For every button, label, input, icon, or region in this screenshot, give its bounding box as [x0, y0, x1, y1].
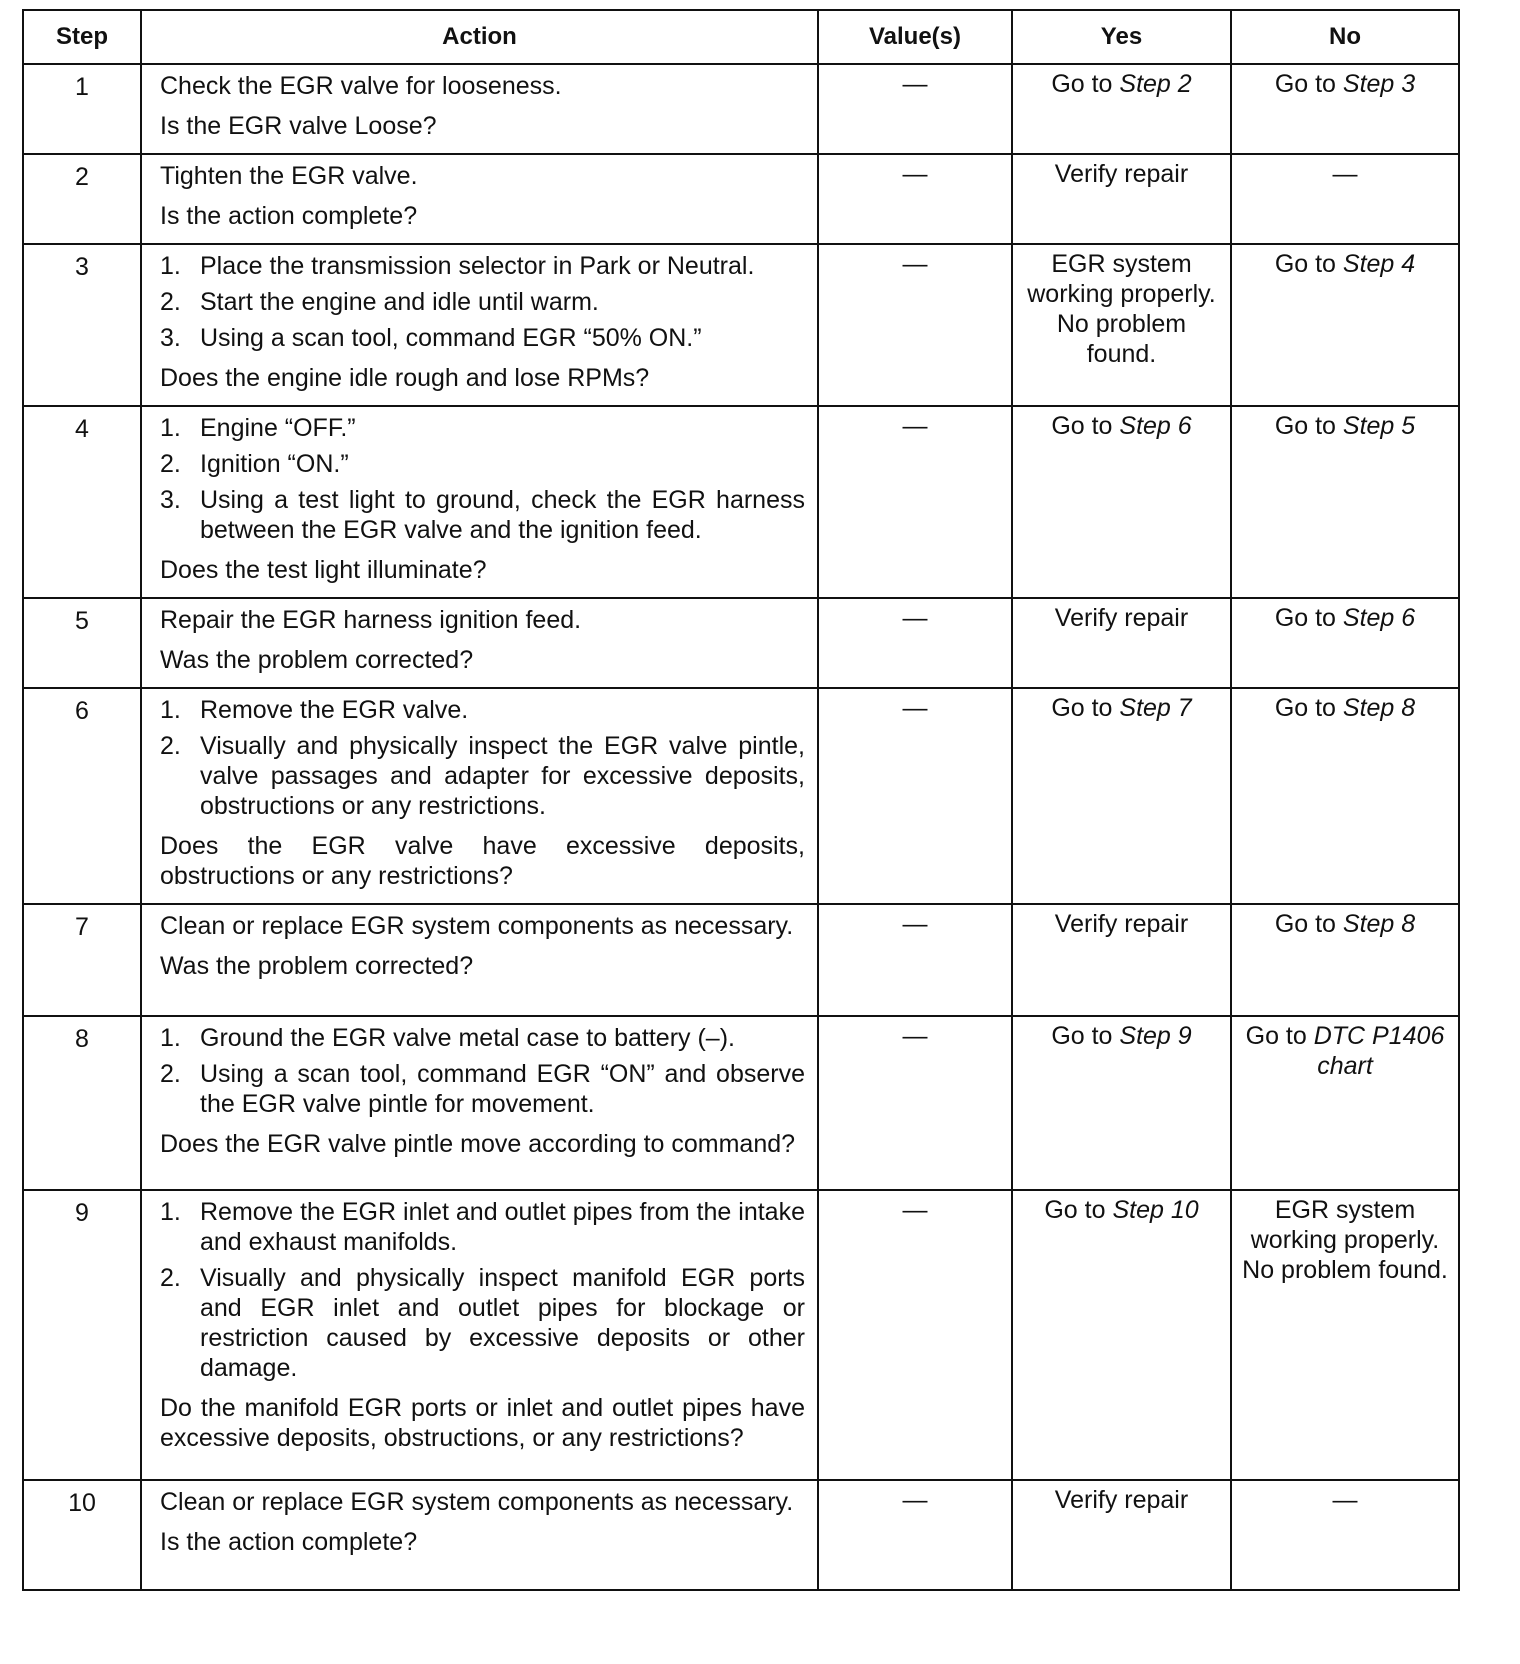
action-question: Does the test light illuminate?	[160, 556, 487, 584]
action-steps-list	[160, 1023, 805, 1119]
action-step-text: Remove the EGR valve.	[200, 696, 469, 724]
action-step-item	[160, 731, 805, 821]
action-step-text: Visually and physically inspect manifold EGR ports and EGR inlet and outlet pipes for blockage or restriction caused by excessive deposits or other damage.	[200, 1264, 805, 1382]
yes-outcome-cell	[1012, 406, 1231, 598]
action-step-number: 2.	[160, 450, 181, 478]
action-step-text: Remove the EGR inlet and outlet pipes from the intake and exhaust manifolds.	[200, 1198, 805, 1256]
table-row	[23, 406, 1459, 598]
yes-outcome-text: EGR system working properly. No problem found.	[1027, 250, 1216, 368]
action-question: Do the manifold EGR ports or inlet and outlet pipes have excessive deposits, obstructions, or any restrictions?	[160, 1394, 805, 1452]
action-cell	[141, 688, 818, 904]
action-step-item	[160, 1197, 805, 1257]
yes-goto-target: Step 6	[1119, 412, 1192, 440]
action-step-item	[160, 287, 805, 317]
no-goto-prefix: Go to	[1245, 1022, 1314, 1050]
yes-outcome-cell	[1012, 688, 1231, 904]
value-cell: —	[818, 154, 1012, 244]
no-outcome-cell	[1231, 244, 1459, 406]
action-step-number: 1.	[160, 414, 181, 442]
action-instruction: Repair the EGR harness ignition feed.	[160, 606, 582, 634]
no-goto-target: Step 8	[1342, 910, 1416, 938]
value-cell: —	[818, 1190, 1012, 1480]
action-step-text: Using a scan tool, command EGR “ON” and observe the EGR valve pintle for movement.	[200, 1060, 805, 1118]
no-goto-target: Step 3	[1342, 70, 1416, 98]
action-step-number: 1.	[160, 1024, 181, 1052]
action-step-number: 1.	[160, 1198, 181, 1226]
table-row	[23, 154, 1459, 244]
yes-outcome-cell	[1012, 904, 1231, 1016]
no-outcome-text: EGR system working properly. No problem found.	[1242, 1196, 1448, 1284]
action-cell	[141, 406, 818, 598]
action-question: Was the problem corrected?	[160, 646, 474, 674]
value-cell: —	[818, 1016, 1012, 1190]
action-instruction: Clean or replace EGR system components as necessary.	[160, 1488, 794, 1516]
diagnostic-table-sheet	[22, 9, 1458, 1591]
no-outcome-cell	[1231, 1480, 1459, 1590]
action-step-text: Using a test light to ground, check the EGR harness between the EGR valve and the ignition feed.	[200, 486, 805, 544]
action-cell	[141, 64, 818, 154]
value-cell: —	[818, 688, 1012, 904]
no-outcome-cell	[1231, 904, 1459, 1016]
yes-goto-target: Step 2	[1119, 70, 1192, 98]
action-question: Does the EGR valve pintle move according to command?	[160, 1130, 796, 1158]
action-question: Does the EGR valve have excessive deposits, obstructions or any restrictions?	[160, 832, 805, 890]
no-goto-target: Step 6	[1342, 604, 1416, 632]
step-number: 7	[23, 904, 141, 1016]
header-yes: Yes	[1012, 10, 1231, 64]
no-goto-prefix: Go to	[1274, 910, 1343, 938]
action-step-item	[160, 485, 805, 545]
action-step-item	[160, 695, 805, 725]
value-cell: —	[818, 904, 1012, 1016]
yes-goto-prefix: Go to	[1051, 70, 1120, 98]
action-cell	[141, 1480, 818, 1590]
value-cell: —	[818, 1480, 1012, 1590]
action-step-text: Visually and physically inspect the EGR valve pintle, valve passages and adapter for excessive deposits, obstructions or any restrictions.	[200, 732, 805, 820]
action-step-item	[160, 1023, 805, 1053]
yes-goto-target: Step 7	[1119, 694, 1192, 722]
step-number: 5	[23, 598, 141, 688]
action-step-number: 1.	[160, 696, 181, 724]
action-step-number: 3.	[160, 324, 181, 352]
step-number: 10	[23, 1480, 141, 1590]
no-goto-prefix: Go to	[1274, 604, 1343, 632]
table-row	[23, 904, 1459, 1016]
yes-goto-target: Step 10	[1112, 1196, 1199, 1224]
no-outcome-text: —	[1332, 160, 1358, 188]
action-step-number: 2.	[160, 732, 181, 760]
no-outcome-text: —	[1332, 1486, 1358, 1514]
no-goto-target: Step 4	[1342, 250, 1416, 278]
no-outcome-cell	[1231, 154, 1459, 244]
action-step-item	[160, 1059, 805, 1119]
action-cell	[141, 244, 818, 406]
action-instruction: Clean or replace EGR system components as necessary.	[160, 912, 794, 940]
yes-goto-prefix: Go to	[1051, 694, 1120, 722]
header-step: Step	[23, 10, 141, 64]
table-row	[23, 1190, 1459, 1480]
action-step-item	[160, 251, 805, 281]
no-outcome-cell	[1231, 688, 1459, 904]
yes-outcome-cell	[1012, 1480, 1231, 1590]
header-row	[23, 10, 1459, 64]
no-goto-prefix: Go to	[1274, 250, 1343, 278]
action-step-text: Start the engine and idle until warm.	[200, 288, 599, 316]
action-step-text: Ignition “ON.”	[200, 450, 349, 478]
yes-goto-prefix: Go to	[1051, 1022, 1120, 1050]
yes-outcome-text: Verify repair	[1054, 604, 1189, 632]
yes-outcome-cell	[1012, 1190, 1231, 1480]
action-cell	[141, 598, 818, 688]
action-step-text: Engine “OFF.”	[200, 414, 356, 442]
action-steps-list	[160, 413, 805, 545]
action-instruction: Tighten the EGR valve.	[160, 162, 418, 190]
step-number: 1	[23, 64, 141, 154]
no-outcome-cell	[1231, 64, 1459, 154]
step-number: 2	[23, 154, 141, 244]
no-outcome-cell	[1231, 1190, 1459, 1480]
yes-outcome-text: Verify repair	[1054, 910, 1189, 938]
step-number: 4	[23, 406, 141, 598]
no-goto-prefix: Go to	[1274, 412, 1343, 440]
value-cell: —	[818, 406, 1012, 598]
action-steps-list	[160, 251, 805, 353]
no-goto-prefix: Go to	[1274, 694, 1343, 722]
action-question: Does the engine idle rough and lose RPMs?	[160, 364, 650, 392]
action-question: Is the action complete?	[160, 202, 418, 230]
egr-diagnostic-table	[22, 9, 1460, 1591]
yes-goto-prefix: Go to	[1044, 1196, 1113, 1224]
yes-goto-target: Step 9	[1119, 1022, 1192, 1050]
value-cell: —	[818, 244, 1012, 406]
no-goto-prefix: Go to	[1274, 70, 1343, 98]
action-cell	[141, 1016, 818, 1190]
action-question: Is the action complete?	[160, 1528, 418, 1556]
action-step-item	[160, 323, 805, 353]
no-outcome-cell	[1231, 1016, 1459, 1190]
action-cell	[141, 154, 818, 244]
action-steps-list	[160, 1197, 805, 1383]
header-no: No	[1231, 10, 1459, 64]
no-goto-target: DTC P1406 chart	[1313, 1022, 1445, 1080]
step-number: 8	[23, 1016, 141, 1190]
action-instruction: Check the EGR valve for looseness.	[160, 72, 562, 100]
value-cell: —	[818, 598, 1012, 688]
table-row	[23, 1480, 1459, 1590]
action-cell	[141, 1190, 818, 1480]
action-step-text: Place the transmission selector in Park or Neutral.	[200, 252, 755, 280]
action-step-number: 3.	[160, 486, 181, 514]
table-row	[23, 688, 1459, 904]
header-values: Value(s)	[818, 10, 1012, 64]
no-outcome-cell	[1231, 598, 1459, 688]
yes-goto-prefix: Go to	[1051, 412, 1120, 440]
no-goto-target: Step 8	[1342, 694, 1416, 722]
action-step-text: Ground the EGR valve metal case to battery (–).	[200, 1024, 735, 1052]
value-cell: —	[818, 64, 1012, 154]
yes-outcome-cell	[1012, 64, 1231, 154]
action-steps-list	[160, 695, 805, 821]
header-action: Action	[141, 10, 818, 64]
table-row	[23, 598, 1459, 688]
action-step-number: 1.	[160, 252, 181, 280]
yes-outcome-cell	[1012, 154, 1231, 244]
action-cell	[141, 904, 818, 1016]
step-number: 3	[23, 244, 141, 406]
table-row	[23, 244, 1459, 406]
action-question: Was the problem corrected?	[160, 952, 474, 980]
action-step-number: 2.	[160, 1264, 181, 1292]
yes-outcome-cell	[1012, 598, 1231, 688]
action-step-item	[160, 413, 805, 443]
action-step-number: 2.	[160, 1060, 181, 1088]
table-row	[23, 1016, 1459, 1190]
yes-outcome-cell	[1012, 1016, 1231, 1190]
action-step-item	[160, 1263, 805, 1383]
no-goto-target: Step 5	[1342, 412, 1416, 440]
action-question: Is the EGR valve Loose?	[160, 112, 437, 140]
step-number: 6	[23, 688, 141, 904]
action-step-number: 2.	[160, 288, 181, 316]
yes-outcome-cell	[1012, 244, 1231, 406]
action-step-item	[160, 449, 805, 479]
yes-outcome-text: Verify repair	[1054, 160, 1189, 188]
action-step-text: Using a scan tool, command EGR “50% ON.”	[200, 324, 702, 352]
no-outcome-cell	[1231, 406, 1459, 598]
step-number: 9	[23, 1190, 141, 1480]
table-row	[23, 64, 1459, 154]
yes-outcome-text: Verify repair	[1054, 1486, 1189, 1514]
